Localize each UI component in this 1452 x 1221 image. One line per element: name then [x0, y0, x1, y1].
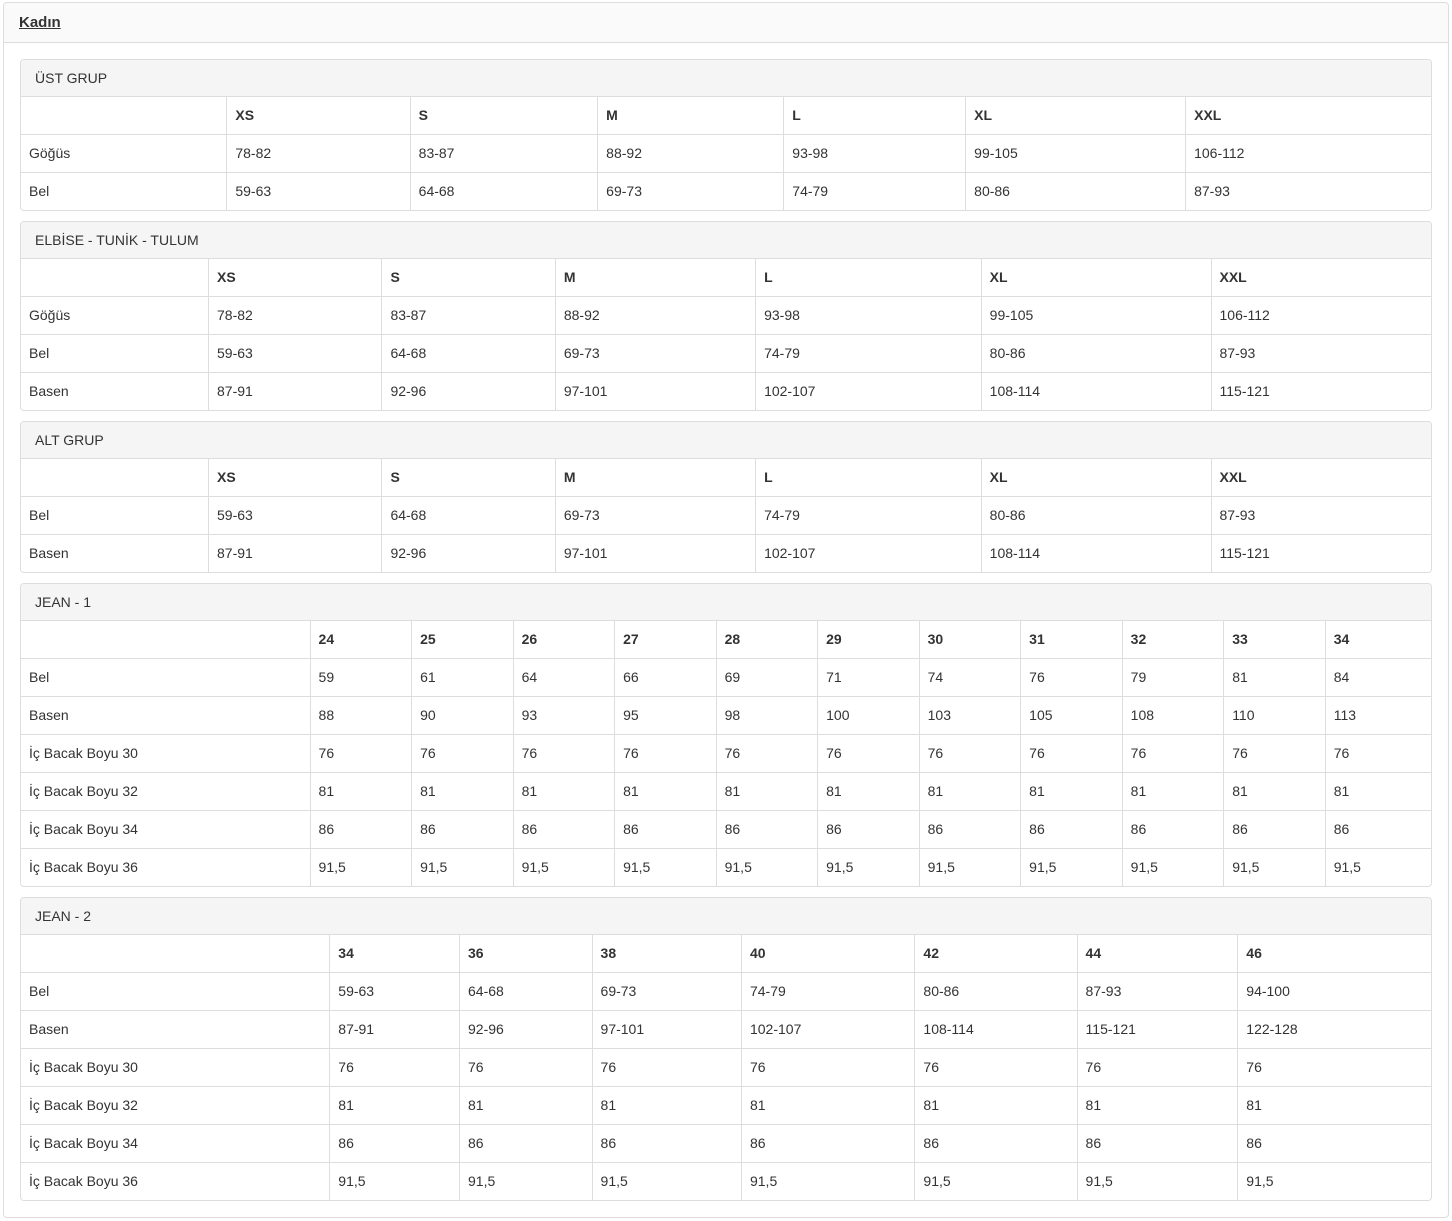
value-cell: 99-105	[966, 135, 1186, 173]
value-cell: 83-87	[382, 297, 555, 335]
value-cell: 91,5	[1122, 849, 1224, 887]
value-cell: 86	[1077, 1125, 1238, 1163]
value-cell: 99-105	[981, 297, 1211, 335]
value-cell: 81	[741, 1087, 914, 1125]
value-cell: 106-112	[1186, 135, 1431, 173]
value-cell: 81	[615, 773, 717, 811]
size-table	[21, 621, 1431, 886]
value-cell: 106-112	[1211, 297, 1431, 335]
value-cell: 86	[460, 1125, 593, 1163]
table-row	[21, 735, 1431, 773]
page-header	[4, 3, 1448, 43]
value-cell: 86	[1122, 811, 1224, 849]
col-header: 44	[1077, 935, 1238, 973]
value-cell: 80-86	[981, 335, 1211, 373]
value-cell: 115-121	[1077, 1011, 1238, 1049]
col-header: 34	[330, 935, 460, 973]
size-section-alt-grup	[20, 421, 1432, 573]
col-header: XXL	[1186, 97, 1431, 135]
value-cell: 91,5	[513, 849, 615, 887]
value-cell: 59-63	[209, 335, 382, 373]
col-header: XL	[981, 459, 1211, 497]
value-cell: 86	[330, 1125, 460, 1163]
value-cell: 115-121	[1211, 373, 1431, 411]
table-row	[21, 1125, 1431, 1163]
value-cell: 76	[716, 735, 818, 773]
table-row	[21, 697, 1431, 735]
value-cell: 92-96	[382, 535, 555, 573]
value-cell: 92-96	[460, 1011, 593, 1049]
header-row	[21, 935, 1431, 973]
row-label: İç Bacak Boyu 32	[21, 773, 310, 811]
value-cell: 79	[1122, 659, 1224, 697]
value-cell: 64-68	[460, 973, 593, 1011]
table-row	[21, 1049, 1431, 1087]
table-row	[21, 135, 1431, 173]
col-header: S	[382, 259, 555, 297]
value-cell: 86	[1238, 1125, 1431, 1163]
value-cell: 93	[513, 697, 615, 735]
header-row	[21, 97, 1431, 135]
value-cell: 102-107	[756, 373, 982, 411]
value-cell: 91,5	[310, 849, 412, 887]
value-cell: 86	[915, 1125, 1077, 1163]
table-row	[21, 811, 1431, 849]
value-cell: 86	[513, 811, 615, 849]
value-cell: 81	[818, 773, 920, 811]
size-guide-page	[3, 2, 1449, 1218]
size-table	[21, 97, 1431, 210]
value-cell: 108	[1122, 697, 1224, 735]
value-cell: 81	[1224, 659, 1326, 697]
row-label: İç Bacak Boyu 30	[21, 735, 310, 773]
row-label: Göğüs	[21, 135, 227, 173]
value-cell: 76	[1122, 735, 1224, 773]
value-cell: 90	[412, 697, 514, 735]
col-header: XS	[227, 97, 410, 135]
value-cell: 86	[919, 811, 1021, 849]
value-cell: 93-98	[756, 297, 982, 335]
table-row	[21, 1087, 1431, 1125]
size-section-elbi-se-tuni-k-tulum	[20, 221, 1432, 411]
value-cell: 86	[1021, 811, 1123, 849]
value-cell: 91,5	[716, 849, 818, 887]
value-cell: 115-121	[1211, 535, 1431, 573]
table-row	[21, 535, 1431, 573]
section-title: ÜST GRUP	[21, 60, 1431, 97]
value-cell: 86	[716, 811, 818, 849]
header-row	[21, 459, 1431, 497]
value-cell: 88	[310, 697, 412, 735]
value-cell: 69-73	[555, 497, 755, 535]
value-cell: 76	[412, 735, 514, 773]
row-label: İç Bacak Boyu 34	[21, 811, 310, 849]
col-header: 40	[741, 935, 914, 973]
value-cell: 74-79	[756, 335, 982, 373]
value-cell: 76	[460, 1049, 593, 1087]
col-header: 25	[412, 621, 514, 659]
table-row	[21, 173, 1431, 211]
corner-cell	[21, 935, 330, 973]
table-row	[21, 973, 1431, 1011]
value-cell: 81	[915, 1087, 1077, 1125]
value-cell: 108-114	[981, 373, 1211, 411]
header-row	[21, 259, 1431, 297]
value-cell: 80-86	[966, 173, 1186, 211]
corner-cell	[21, 621, 310, 659]
col-header: 36	[460, 935, 593, 973]
value-cell: 93-98	[784, 135, 966, 173]
value-cell: 66	[615, 659, 717, 697]
value-cell: 64-68	[382, 497, 555, 535]
col-header: 30	[919, 621, 1021, 659]
value-cell: 108-114	[915, 1011, 1077, 1049]
col-header: 38	[592, 935, 741, 973]
size-table	[21, 935, 1431, 1200]
size-section-jean-2	[20, 897, 1432, 1201]
value-cell: 86	[592, 1125, 741, 1163]
size-table	[21, 259, 1431, 410]
row-label: İç Bacak Boyu 36	[21, 849, 310, 887]
value-cell: 76	[513, 735, 615, 773]
value-cell: 76	[330, 1049, 460, 1087]
col-header: 46	[1238, 935, 1431, 973]
table-row	[21, 659, 1431, 697]
value-cell: 86	[1325, 811, 1431, 849]
row-label: Bel	[21, 173, 227, 211]
value-cell: 74-79	[756, 497, 982, 535]
col-header: XXL	[1211, 459, 1431, 497]
value-cell: 81	[330, 1087, 460, 1125]
value-cell: 91,5	[1325, 849, 1431, 887]
value-cell: 81	[1238, 1087, 1431, 1125]
value-cell: 86	[615, 811, 717, 849]
value-cell: 91,5	[915, 1163, 1077, 1201]
col-header: XXL	[1211, 259, 1431, 297]
value-cell: 97-101	[555, 373, 755, 411]
value-cell: 76	[1325, 735, 1431, 773]
value-cell: 74-79	[784, 173, 966, 211]
value-cell: 86	[741, 1125, 914, 1163]
size-table	[21, 459, 1431, 572]
value-cell: 78-82	[227, 135, 410, 173]
section-title: JEAN - 1	[21, 584, 1431, 621]
value-cell: 94-100	[1238, 973, 1431, 1011]
value-cell: 81	[1325, 773, 1431, 811]
value-cell: 91,5	[818, 849, 920, 887]
value-cell: 87-93	[1211, 335, 1431, 373]
col-header: 32	[1122, 621, 1224, 659]
value-cell: 92-96	[382, 373, 555, 411]
row-label: Basen	[21, 1011, 330, 1049]
value-cell: 74	[919, 659, 1021, 697]
col-header: L	[784, 97, 966, 135]
value-cell: 76	[741, 1049, 914, 1087]
row-label: Bel	[21, 335, 209, 373]
value-cell: 64-68	[382, 335, 555, 373]
value-cell: 91,5	[919, 849, 1021, 887]
value-cell: 81	[513, 773, 615, 811]
col-header: 26	[513, 621, 615, 659]
value-cell: 102-107	[741, 1011, 914, 1049]
value-cell: 86	[310, 811, 412, 849]
value-cell: 86	[818, 811, 920, 849]
table-row	[21, 497, 1431, 535]
value-cell: 91,5	[741, 1163, 914, 1201]
value-cell: 76	[592, 1049, 741, 1087]
section-title: ELBİSE - TUNİK - TULUM	[21, 222, 1431, 259]
value-cell: 84	[1325, 659, 1431, 697]
value-cell: 97-101	[555, 535, 755, 573]
page-title-link[interactable]: Kadın	[19, 14, 61, 31]
col-header: 27	[615, 621, 717, 659]
table-row	[21, 849, 1431, 887]
value-cell: 102-107	[756, 535, 982, 573]
value-cell: 69-73	[598, 173, 784, 211]
table-row	[21, 773, 1431, 811]
col-header: 34	[1325, 621, 1431, 659]
row-label: İç Bacak Boyu 30	[21, 1049, 330, 1087]
size-section-jean-1	[20, 583, 1432, 887]
value-cell: 76	[1238, 1049, 1431, 1087]
table-row	[21, 1011, 1431, 1049]
table-row	[21, 373, 1431, 411]
value-cell: 113	[1325, 697, 1431, 735]
col-header: 33	[1224, 621, 1326, 659]
value-cell: 87-91	[209, 373, 382, 411]
value-cell: 64-68	[410, 173, 598, 211]
value-cell: 91,5	[592, 1163, 741, 1201]
col-header: L	[756, 459, 982, 497]
col-header: S	[382, 459, 555, 497]
value-cell: 80-86	[915, 973, 1077, 1011]
row-label: İç Bacak Boyu 34	[21, 1125, 330, 1163]
row-label: Göğüs	[21, 297, 209, 335]
value-cell: 105	[1021, 697, 1123, 735]
col-header: XS	[209, 459, 382, 497]
value-cell: 64	[513, 659, 615, 697]
value-cell: 108-114	[981, 535, 1211, 573]
value-cell: 81	[460, 1087, 593, 1125]
value-cell: 110	[1224, 697, 1326, 735]
value-cell: 81	[919, 773, 1021, 811]
col-header: L	[756, 259, 982, 297]
value-cell: 81	[310, 773, 412, 811]
col-header: 29	[818, 621, 920, 659]
value-cell: 91,5	[1238, 1163, 1431, 1201]
value-cell: 69-73	[555, 335, 755, 373]
corner-cell	[21, 97, 227, 135]
value-cell: 91,5	[1224, 849, 1326, 887]
col-header: 24	[310, 621, 412, 659]
value-cell: 76	[1021, 659, 1123, 697]
row-label: İç Bacak Boyu 32	[21, 1087, 330, 1125]
row-label: Bel	[21, 659, 310, 697]
value-cell: 78-82	[209, 297, 382, 335]
value-cell: 76	[1224, 735, 1326, 773]
value-cell: 81	[1224, 773, 1326, 811]
value-cell: 59-63	[209, 497, 382, 535]
table-row	[21, 1163, 1431, 1201]
value-cell: 76	[1021, 735, 1123, 773]
value-cell: 76	[915, 1049, 1077, 1087]
value-cell: 91,5	[330, 1163, 460, 1201]
value-cell: 71	[818, 659, 920, 697]
header-row	[21, 621, 1431, 659]
value-cell: 95	[615, 697, 717, 735]
value-cell: 103	[919, 697, 1021, 735]
col-header: M	[555, 259, 755, 297]
value-cell: 86	[1224, 811, 1326, 849]
value-cell: 76	[1077, 1049, 1238, 1087]
value-cell: 81	[1077, 1087, 1238, 1125]
col-header: M	[555, 459, 755, 497]
col-header: 31	[1021, 621, 1123, 659]
value-cell: 100	[818, 697, 920, 735]
value-cell: 69-73	[592, 973, 741, 1011]
value-cell: 81	[412, 773, 514, 811]
value-cell: 91,5	[1021, 849, 1123, 887]
col-header: S	[410, 97, 598, 135]
value-cell: 59-63	[227, 173, 410, 211]
row-label: Basen	[21, 373, 209, 411]
value-cell: 97-101	[592, 1011, 741, 1049]
value-cell: 83-87	[410, 135, 598, 173]
table-row	[21, 335, 1431, 373]
corner-cell	[21, 259, 209, 297]
value-cell: 86	[412, 811, 514, 849]
table-row	[21, 297, 1431, 335]
value-cell: 69	[716, 659, 818, 697]
row-label: Basen	[21, 535, 209, 573]
value-cell: 81	[1122, 773, 1224, 811]
row-label: Bel	[21, 973, 330, 1011]
row-label: İç Bacak Boyu 36	[21, 1163, 330, 1201]
col-header: 42	[915, 935, 1077, 973]
row-label: Basen	[21, 697, 310, 735]
value-cell: 76	[310, 735, 412, 773]
col-header: M	[598, 97, 784, 135]
value-cell: 61	[412, 659, 514, 697]
value-cell: 91,5	[615, 849, 717, 887]
value-cell: 88-92	[598, 135, 784, 173]
value-cell: 74-79	[741, 973, 914, 1011]
size-table-panels	[20, 59, 1432, 1201]
value-cell: 91,5	[1077, 1163, 1238, 1201]
value-cell: 91,5	[460, 1163, 593, 1201]
page-body	[4, 43, 1448, 1217]
value-cell: 87-91	[209, 535, 382, 573]
value-cell: 88-92	[555, 297, 755, 335]
value-cell: 59-63	[330, 973, 460, 1011]
size-section-st-grup	[20, 59, 1432, 211]
value-cell: 81	[1021, 773, 1123, 811]
col-header: 28	[716, 621, 818, 659]
corner-cell	[21, 459, 209, 497]
value-cell: 98	[716, 697, 818, 735]
value-cell: 122-128	[1238, 1011, 1431, 1049]
col-header: XL	[981, 259, 1211, 297]
value-cell: 81	[592, 1087, 741, 1125]
value-cell: 59	[310, 659, 412, 697]
value-cell: 76	[615, 735, 717, 773]
value-cell: 87-91	[330, 1011, 460, 1049]
col-header: XL	[966, 97, 1186, 135]
row-label: Bel	[21, 497, 209, 535]
value-cell: 81	[716, 773, 818, 811]
col-header: XS	[209, 259, 382, 297]
value-cell: 80-86	[981, 497, 1211, 535]
value-cell: 76	[919, 735, 1021, 773]
value-cell: 87-93	[1211, 497, 1431, 535]
value-cell: 91,5	[412, 849, 514, 887]
section-title: JEAN - 2	[21, 898, 1431, 935]
value-cell: 87-93	[1186, 173, 1431, 211]
section-title: ALT GRUP	[21, 422, 1431, 459]
value-cell: 76	[818, 735, 920, 773]
value-cell: 87-93	[1077, 973, 1238, 1011]
